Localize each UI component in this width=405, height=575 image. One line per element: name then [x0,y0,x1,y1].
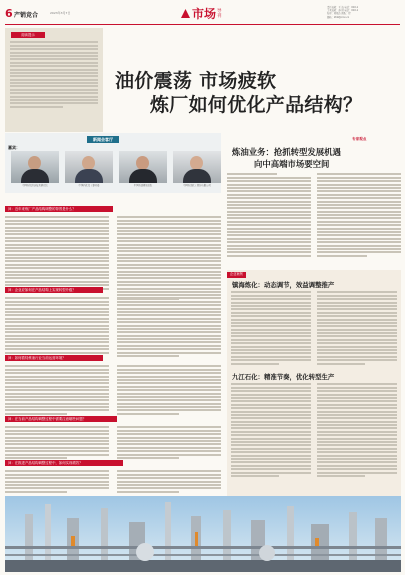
expert-body [227,172,401,268]
brand-logo [180,5,222,22]
section-title: 产销竞合 [14,12,39,19]
expert-headline-2: 向中高端市场要空间 [254,159,330,169]
guest-captions: 中国石化经济技术研究院 中国石化化工事业部 中国石油规划总院 中国石油化工股份有限公司 [22,184,211,187]
qa-bar-2: 问：企业应如何在产品结构上实现转型升级？ [5,287,103,293]
qa-text-4 [5,425,221,460]
guests-label: 嘉宾： [8,145,20,150]
expert-tag: 专家观点 [352,137,367,141]
company-tag: 企业案例 [227,272,246,278]
company-case-1-title: 镇海炼化：动态调节，效益调整推产 [232,281,335,289]
company-case-2-title: 九江石化：精准节奏，优化转型生产 [232,373,335,381]
lead-box [5,28,103,132]
guest-photo [65,151,113,183]
guest-photo [119,151,167,183]
qa-bar-3: 问：如何看待炼油行业当前运营环境？ [5,355,103,361]
roundtable-title: 新闻会客厅 [87,136,119,143]
guest-photo [11,151,59,183]
masthead-rule [5,24,400,25]
qa-bar-4: 问：在当前产品结构调整过程中需要注意哪些问题？ [5,416,117,422]
brand-flag-icon [180,8,191,19]
qa-bar-1: 问：近年来炼厂产品结构调整的背景是什么？ [5,206,113,212]
lead-tag: 阅读提示 [11,32,45,38]
company-case-2-text [231,382,397,478]
editor-info: 责任编辑：王 海 电话：010-1 美术编辑：孙 琪 电话：010-1 校对：刘斌杰 组版：徐 邮箱：ztdz@cinn.cn [327,6,359,19]
expert-headline-1: 炼油业务：抢抓转型发展机遇 [232,147,341,157]
refinery-photo [5,496,401,572]
brand-subtitle: 导刊 [217,8,222,19]
qa-text-3 [5,364,221,416]
page-number: 6 [5,7,13,20]
refinery-illustration [5,496,401,572]
company-box [227,270,401,496]
qa-text-5 [5,469,221,494]
qa-bar-5: 问：在推进产品结构调整过程中，如何实现增效？ [5,460,123,466]
brand-title: 市场 [192,7,217,21]
guest-photo [173,151,221,183]
main-headline-1: 油价震荡 市场疲软 [115,70,277,92]
roundtable-band [5,133,221,193]
qa-text-2 [5,296,221,358]
lead-text [5,40,103,109]
issue-date: 2023年3月7日 [50,11,71,15]
company-case-1-text [231,290,397,366]
guest-portraits [11,151,221,183]
main-headline-2: 炼厂如何优化产品结构？ [150,94,363,116]
